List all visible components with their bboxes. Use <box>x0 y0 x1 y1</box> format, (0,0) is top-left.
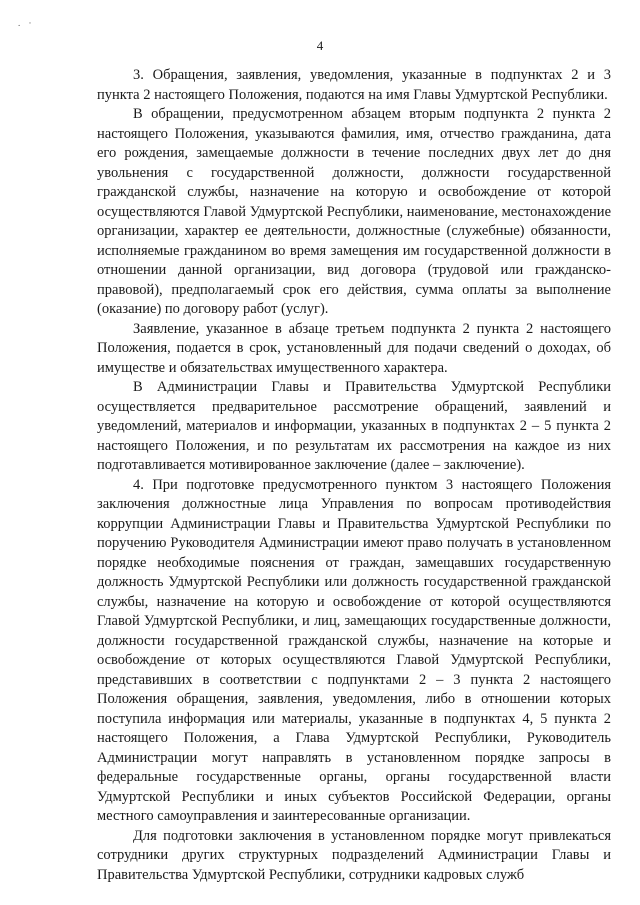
paragraph-4-preparation: 4. При подготовке предусмотренного пунктом 3 настоящего Положения заключения должностные лица Управления по вопросам противодействия коррупции Администрации Главы и Правительства Удмуртской Республики по поручению Руководителя Администрации имеют право получать в установленном порядке необходимые пояснения от граждан, замещавших государственную должность Удмуртской Республики или должность государственной гражданской службы, назначение на которую и освобождение от которой осуществляются Главой Удмуртской Республики, и лиц, замещающих государственные должности, должности государственной гражданской службы, назначение на которые и освобождение от которых осуществляются Главой Удмуртской Республики, представивших в соответствии с подпунктами 2 – 3 пункта 2 настоящего Положения обращения, заявления, уведомления, либо в отношении которых поступила информация или материалы, указанные в подпунктах 4, 5 пункта 2 настоящего Положения, а Глава Удмуртской Республики, Руководитель Администрации могут направлять в установленном порядке запросы в федеральные государственные органы, органы государственной власти Удмуртской Республики и иных субъектов Российской Федерации, органы местного самоуправления и заинтересованные организации. <box>97 476 611 824</box>
paragraph-3-submission: 3. Обращения, заявления, уведомления, указанные в подпунктах 2 и 3 пункта 2 настоящего Положения, подаются на имя Главы Удмуртской Республики. <box>97 67 611 103</box>
paragraph-statement-deadline: Заявление, указанное в абзаце третьем подпункта 2 пункта 2 настоящего Положения, подается в срок, установленный для подачи сведений о доходах, об имуществе и обязательствах имущественного характера. <box>97 320 611 376</box>
scan-corner-marks: . · <box>18 18 35 28</box>
paragraph-appeal-contents: В обращении, предусмотренном абзацем вторым подпункта 2 пункта 2 настоящего Положения, указываются фамилия, имя, отчество гражданина, дата его рождения, замещаемые должности в течение последних двух лет до дня увольнения с государственной должности, должности государственной гражданской службы, назначение на которую и освобождение от которой осуществляются Главой Удмуртской Республики, наименование, местонахождение организации, характер ее деятельности, должностные (служебные) обязанности, исполняемые гражданином во время замещения им государственной должности в отношении данной организации, вид договора (трудовой или гражданско-правовой), предполагаемый срок его действия, сумма оплаты за выполнение (оказание) по договору работ (услуг). <box>97 106 611 317</box>
paragraph-involvement: Для подготовки заключения в установленном порядке могут привлекаться сотрудники других структурных подразделений Администрации Главы и Правительства Удмуртской Республики, сотрудники кадровых служб <box>97 827 611 883</box>
document-body <box>97 66 611 885</box>
paragraph-preliminary-review: В Администрации Главы и Правительства Удмуртской Республики осуществляется предварительное рассмотрение обращений, заявлений и уведомлений, материалов и информации, указанных в подпунктах 2 – 5 пункта 2 настоящего Положения, и по результатам их рассмотрения на каждое из них подготавливается мотивированное заключение (далее – заключение). <box>97 379 611 473</box>
page-number: 4 <box>316 38 324 53</box>
